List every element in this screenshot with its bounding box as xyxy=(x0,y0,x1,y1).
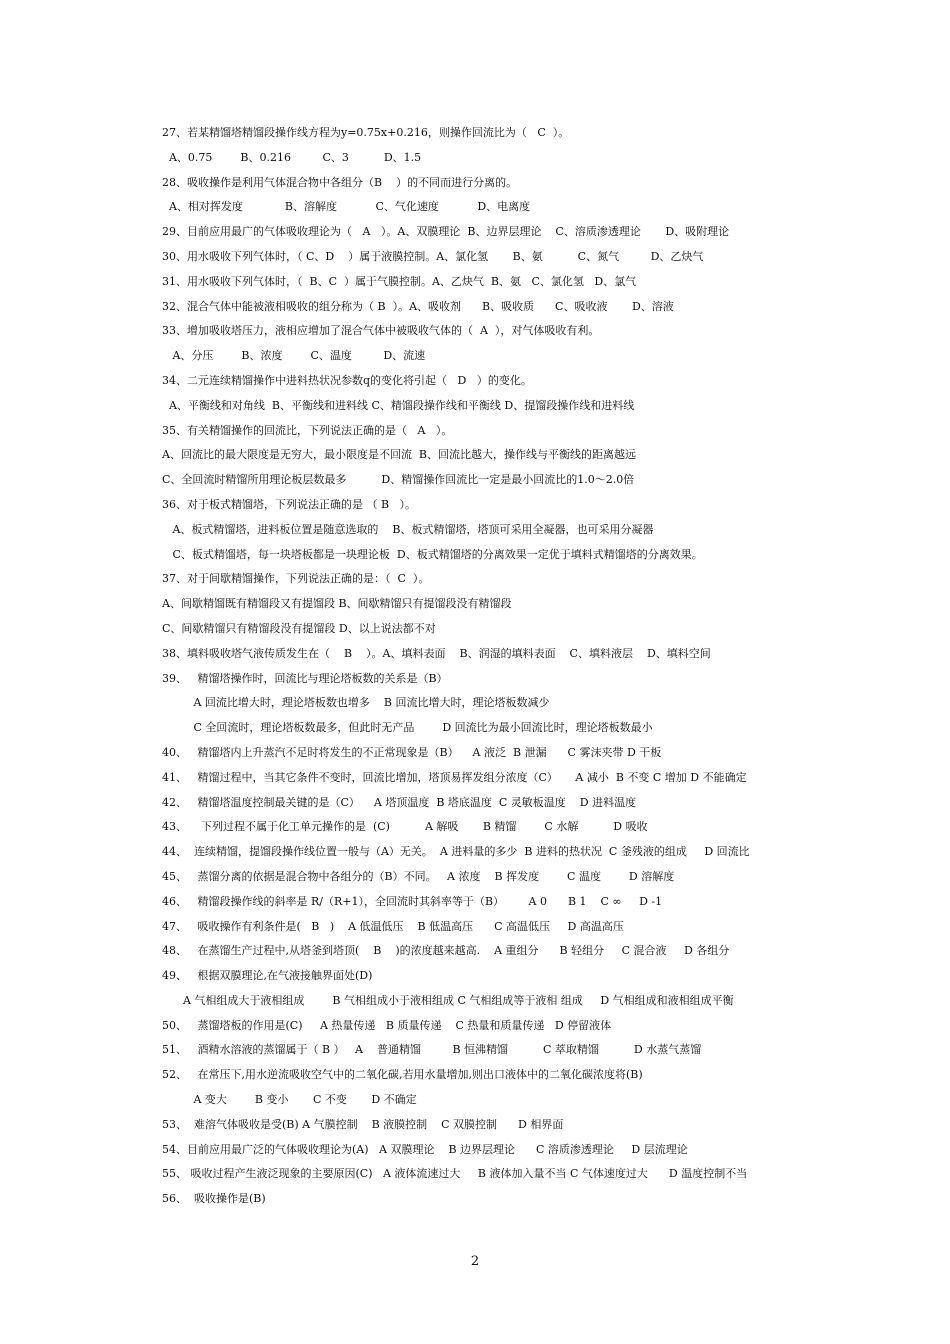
text-line: 43、 下列过程不属于化工单元操作的是 (C) A 解吸 B 精馏 C 水解 D 吸收 xyxy=(162,820,648,834)
text-line: 38、填料吸收塔气液传质发生在（ B ）。A、填料表面 B、润湿的填料表面 C、填料液层 D、填料空间 xyxy=(162,646,711,660)
text-line: 40、 精馏塔内上升蒸汽不足时将发生的不正常现象是（B） A 液泛 B 泄漏 C 雾沫夹带 D 干板 xyxy=(162,745,662,759)
text-line: A、相对挥发度 B、溶解度 C、气化速度 D、电离度 xyxy=(162,200,531,214)
text-line: A、板式精馏塔，进料板位置是随意选取的 B、板式精馏塔，塔顶可采用全凝器，也可采用分凝器 xyxy=(162,522,654,536)
text-line: 55、 吸收过程产生液泛现象的主要原因(C) A 液体流速过大 B 液体加入量不当 C 气体速度过大 D 温度控制不当 xyxy=(162,1167,748,1181)
text-line: 51、 酒精水溶液的蒸馏属于（ B ） A 普通精馏 B 恒沸精馏 C 萃取精馏 D 水蒸气蒸馏 xyxy=(162,1043,702,1057)
text-line: A、0.75 B、0.216 C、3 D、1.5 xyxy=(162,150,422,164)
text-line: 41、 精馏过程中，当其它条件不变时，回流比增加，塔顶易挥发组分浓度（C） A 减小 B 不变 C 增加 D 不能确定 xyxy=(162,770,747,784)
text-line: 36、对于板式精馏塔，下列说法正确的是 （ B ）。 xyxy=(162,497,417,511)
text-line: A、间歇精馏既有精馏段又有提馏段 B、间歇精馏只有提馏段没有精馏段 xyxy=(162,597,512,611)
text-line: 27、若某精馏塔精馏段操作线方程为y=0.75x+0.216，则操作回流比为（ C ）。 xyxy=(162,126,570,139)
text-line: 32、混合气体中能被液相吸收的组分称为（ B ）。A、吸收剂 B、吸收质 C、吸收液 D、溶液 xyxy=(162,299,674,313)
text-line: 56、 吸收操作是(B) xyxy=(162,1192,266,1206)
text-line: C、板式精馏塔，每一块塔板都是一块理论板 D、板式精馏塔的分离效果一定优于填料式精馏塔的分离效果。 xyxy=(162,547,703,561)
text-line: 48、 在蒸馏生产过程中,从塔釜到塔顶( B )的浓度越来越高. A 重组分 B 轻组分 C 混合液 D 各组分 xyxy=(162,944,730,958)
text-line: 53、 难溶气体吸收是受(B) A 气膜控制 B 液膜控制 C 双膜控制 D 相界面 xyxy=(162,1117,564,1131)
text-line: 44、 连续精馏，提馏段操作线位置一般与（A）无关。 A 进料量的多少 B 进料的热状况 C 釜残液的组成 D 回流比 xyxy=(162,845,750,859)
text-line: A 气相组成大于液相组成 B 气相组成小于液相组成 C 气相组成等于液相 组成 D 气相组成和液相组成平衡 xyxy=(162,993,734,1007)
text-line: 30、用水吸收下列气体时，（ C、D ）属于液膜控制。A、氯化氢 B、氨 C、氮气 D、乙炔气 xyxy=(162,249,704,263)
text-line: A 回流比增大时，理论塔板数也增多 B 回流比增大时，理论塔板数减少 xyxy=(162,696,550,710)
page-number: 2 xyxy=(470,1254,480,1269)
text-line: 39、 精馏塔操作时，回流比与理论塔板数的关系是（B） xyxy=(162,671,448,685)
text-line: 29、目前应用最广的气体吸收理论为（ A ）。A、双膜理论 B、边界层理论 C、溶质渗透理论 D、吸附理论 xyxy=(162,225,730,239)
text-line: A、分压 B、浓度 C、温度 D、流速 xyxy=(162,349,426,363)
text-line: A 变大 B 变小 C 不变 D 不确定 xyxy=(162,1093,417,1107)
text-line: C、全回流时精馏所用理论板层数最多 D、精馏操作回流比一定是最小回流比的1.0～2.0倍 xyxy=(162,473,635,487)
text-line: 31、用水吸收下列气体时，（ B、C ）属于气膜控制。A、乙炔气 B、氨 C、氯化氢 D、氯气 xyxy=(162,274,637,288)
text-line: 28、吸收操作是利用气体混合物中各组分（B ）的不同而进行分离的。 xyxy=(162,175,518,189)
text-line: 46、 精馏段操作线的斜率是 R/（R+1），全回流时其斜率等于（B） A 0 B 1 C ∞ D -1 xyxy=(162,894,663,908)
text-line: 34、二元连续精馏操作中进料热状况参数q的变化将引起（ D ）的变化。 xyxy=(162,373,532,387)
text-line: 42、 精馏塔温度控制最关键的是（C） A 塔顶温度 B 塔底温度 C 灵敏板温度 D 进料温度 xyxy=(162,795,637,809)
text-line: 45、 蒸馏分离的依据是混合物中各组分的（B）不同。 A 浓度 B 挥发度 C 温度 D 溶解度 xyxy=(162,869,675,883)
text-line: A、平衡线和对角线 B、平衡线和进料线 C、精馏段操作线和平衡线 D、提馏段操作线和进料线 xyxy=(162,398,635,412)
text-line: 54、目前应用最广泛的气体吸收理论为(A) A 双膜理论 B 边界层理论 C 溶质渗透理论 D 层流理论 xyxy=(162,1142,688,1156)
text-line: 35、有关精馏操作的回流比，下列说法正确的是（ A ）。 xyxy=(162,423,453,437)
text-line: C 全回流时，理论塔板数最多，但此时无产品 D 回流比为最小回流比时，理论塔板数最小 xyxy=(162,721,653,735)
text-line: C、间歇精馏只有精馏段没有提馏段 D、以上说法都不对 xyxy=(162,621,436,635)
text-line: 37、对于间歇精馏操作，下列说法正确的是：（ C ）。 xyxy=(162,572,430,586)
text-line: A、回流比的最大限度是无穷大，最小限度是不回流 B、回流比越大，操作线与平衡线的距离越远 xyxy=(162,448,637,462)
text-line: 33、增加吸收塔压力，液相应增加了混合气体中被吸收气体的（ A ），对气体吸收有利。 xyxy=(162,324,600,338)
text-line: 49、 根据双膜理论,在气液接触界面处(D) xyxy=(162,969,373,983)
text-line: 47、 吸收操作有利条件是( B ) A 低温低压 B 低温高压 C 高温低压 D 高温高压 xyxy=(162,919,624,933)
text-line: 50、 蒸馏塔板的作用是(C) A 热量传递 B 质量传递 C 热量和质量传递 D 停留液体 xyxy=(162,1018,612,1032)
text-line: 52、 在常压下,用水逆流吸收空气中的二氧化碳,若用水量增加,则出口液体中的二氧化碳浓度将(B) xyxy=(162,1068,643,1082)
question-list xyxy=(162,121,802,1212)
